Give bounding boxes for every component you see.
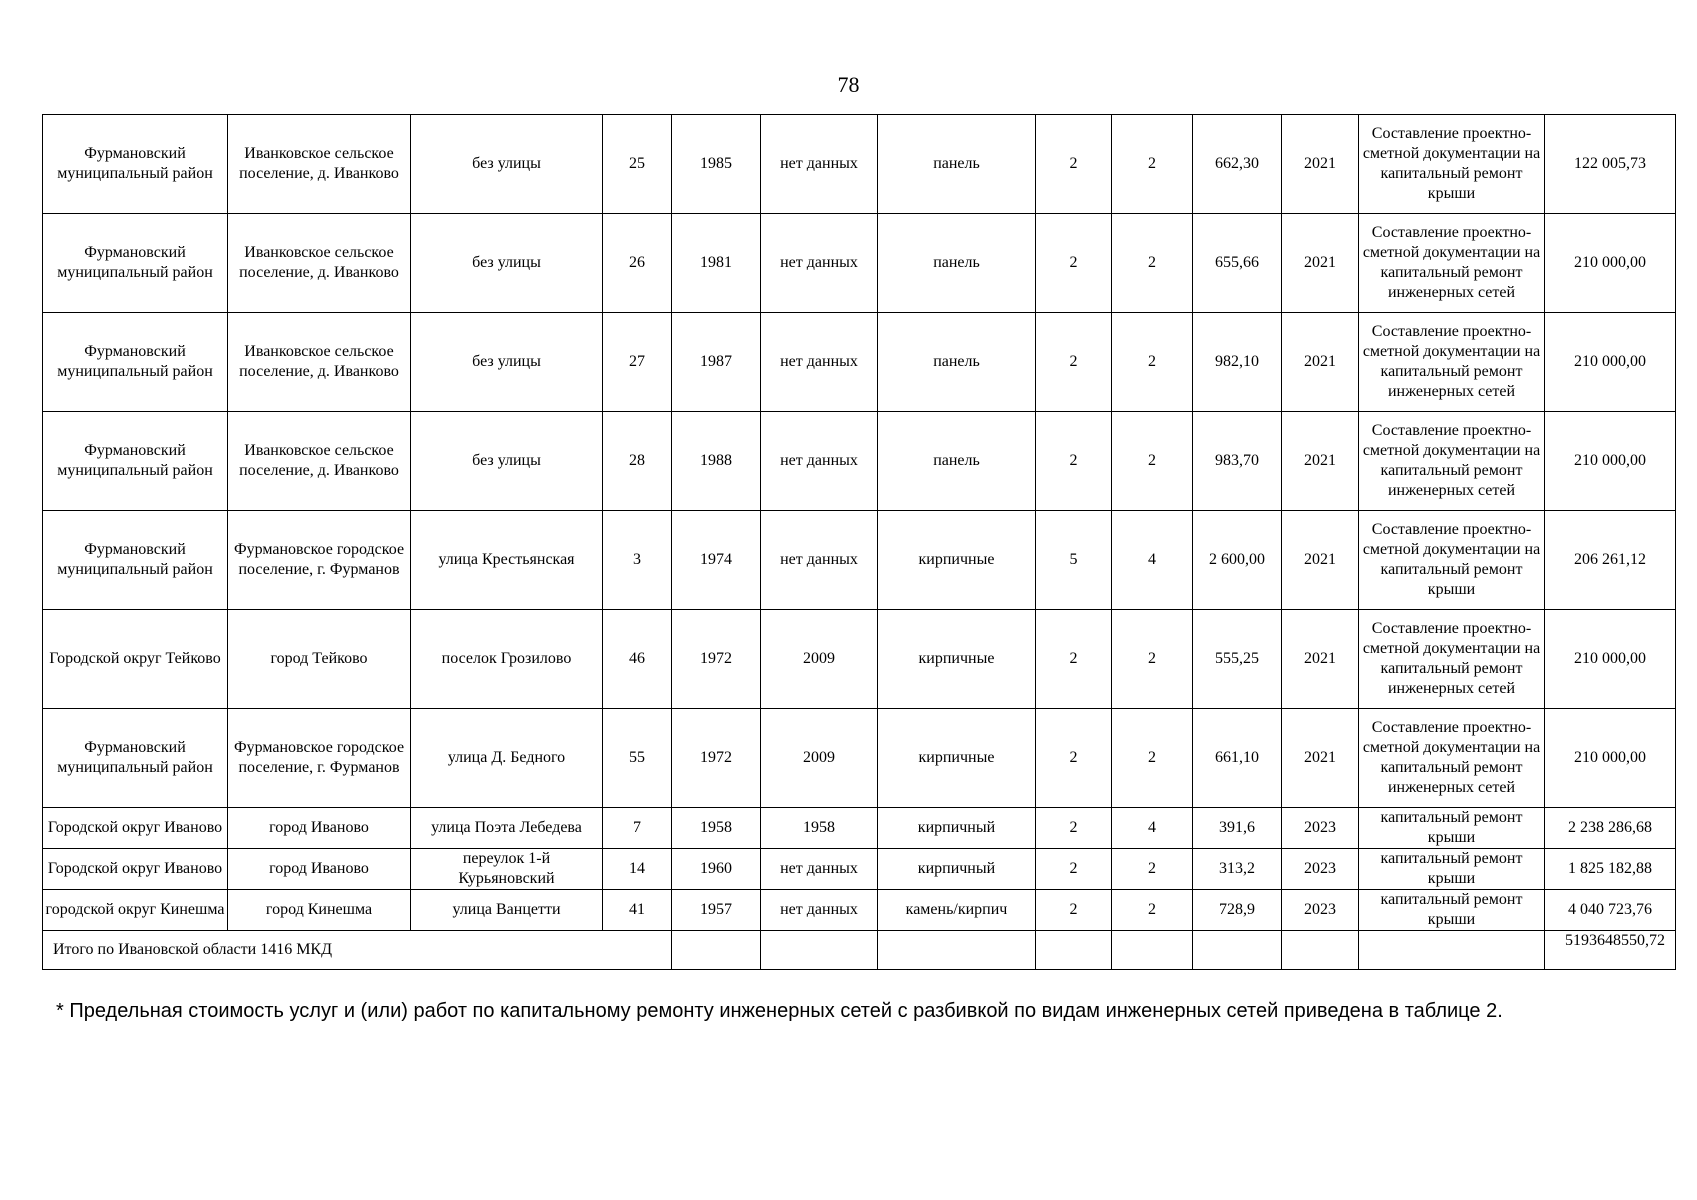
table-row (43, 412, 1676, 511)
cell-street: улица Ванцетти (411, 890, 603, 931)
cell-street: без улицы (411, 412, 603, 511)
cell-wall-material: кирпичные (878, 610, 1036, 709)
cell-settlement: Иванковское сельское поселение, д. Иванково (228, 115, 411, 214)
cell-work-type: Составление проектно-сметной документации на капитальный ремонт инженерных сетей (1359, 214, 1545, 313)
cell-year-repaired: 2009 (761, 709, 878, 808)
cell-work-type: Составление проектно-сметной документации на капитальный ремонт инженерных сетей (1359, 412, 1545, 511)
cell-work-type: Составление проектно-сметной документации на капитальный ремонт инженерных сетей (1359, 313, 1545, 412)
cell-floors: 2 (1036, 214, 1112, 313)
cell-cost: 4 040 723,76 (1545, 890, 1676, 931)
cell-work-type: Составление проектно-сметной документации на капитальный ремонт крыши (1359, 115, 1545, 214)
table-row (43, 808, 1676, 849)
cell-house-number: 55 (603, 709, 672, 808)
cell-house-number: 26 (603, 214, 672, 313)
cell-area: 661,10 (1193, 709, 1282, 808)
cell-cost: 210 000,00 (1545, 214, 1676, 313)
empty-cell (761, 931, 878, 970)
cell-wall-material: панель (878, 313, 1036, 412)
cell-settlement: город Иваново (228, 808, 411, 849)
cell-entrances: 4 (1112, 808, 1193, 849)
cell-settlement: Иванковское сельское поселение, д. Иванково (228, 412, 411, 511)
cell-entrances: 2 (1112, 709, 1193, 808)
total-value: 5193648550,72 (1545, 931, 1676, 970)
cell-year-repaired: нет данных (761, 890, 878, 931)
table-row (43, 709, 1676, 808)
empty-cell (672, 931, 761, 970)
total-label: Итого по Ивановской области 1416 МКД (43, 931, 672, 970)
cell-year-built: 1958 (672, 808, 761, 849)
cell-municipality: Фурмановский муниципальный район (43, 511, 228, 610)
cell-year-built: 1985 (672, 115, 761, 214)
cell-house-number: 46 (603, 610, 672, 709)
cell-year: 2021 (1282, 709, 1359, 808)
cell-year-built: 1974 (672, 511, 761, 610)
cell-wall-material: панель (878, 214, 1036, 313)
cell-year-repaired: нет данных (761, 511, 878, 610)
table-row (43, 890, 1676, 931)
cell-work-type: капитальный ремонт крыши (1359, 808, 1545, 849)
cell-area: 655,66 (1193, 214, 1282, 313)
cell-cost: 210 000,00 (1545, 313, 1676, 412)
cell-house-number: 25 (603, 115, 672, 214)
cell-settlement: город Кинешма (228, 890, 411, 931)
cell-wall-material: кирпичный (878, 808, 1036, 849)
cell-street: без улицы (411, 313, 603, 412)
cell-year: 2023 (1282, 849, 1359, 890)
cell-year: 2021 (1282, 412, 1359, 511)
cell-settlement: Фурмановское городское поселение, г. Фурманов (228, 709, 411, 808)
cell-year-built: 1960 (672, 849, 761, 890)
cell-year-built: 1957 (672, 890, 761, 931)
cell-year-built: 1981 (672, 214, 761, 313)
cell-settlement: Иванковское сельское поселение, д. Иванково (228, 214, 411, 313)
cell-wall-material: панель (878, 412, 1036, 511)
cell-cost: 206 261,12 (1545, 511, 1676, 610)
cell-municipality: Фурмановский муниципальный район (43, 313, 228, 412)
cell-street: поселок Грозилово (411, 610, 603, 709)
cell-year-repaired: нет данных (761, 115, 878, 214)
empty-cell (1036, 931, 1112, 970)
cell-cost: 210 000,00 (1545, 412, 1676, 511)
cell-floors: 2 (1036, 808, 1112, 849)
cell-entrances: 2 (1112, 849, 1193, 890)
cell-wall-material: кирпичные (878, 709, 1036, 808)
cell-house-number: 28 (603, 412, 672, 511)
cell-entrances: 2 (1112, 412, 1193, 511)
cell-house-number: 27 (603, 313, 672, 412)
cell-municipality: Городской округ Тейково (43, 610, 228, 709)
table-row (43, 115, 1676, 214)
cell-settlement: Фурмановское городское поселение, г. Фурманов (228, 511, 411, 610)
cell-wall-material: камень/кирпич (878, 890, 1036, 931)
cell-work-type: капитальный ремонт крыши (1359, 890, 1545, 931)
cell-area: 983,70 (1193, 412, 1282, 511)
cell-year-repaired: 2009 (761, 610, 878, 709)
cell-floors: 2 (1036, 115, 1112, 214)
cell-area: 391,6 (1193, 808, 1282, 849)
cell-year: 2021 (1282, 610, 1359, 709)
cell-settlement: город Иваново (228, 849, 411, 890)
cell-area: 2 600,00 (1193, 511, 1282, 610)
cell-year-repaired: 1958 (761, 808, 878, 849)
cell-settlement: Иванковское сельское поселение, д. Иванково (228, 313, 411, 412)
cell-year-repaired: нет данных (761, 214, 878, 313)
cell-work-type: Составление проектно-сметной документации на капитальный ремонт крыши (1359, 511, 1545, 610)
cell-floors: 2 (1036, 412, 1112, 511)
cell-entrances: 2 (1112, 610, 1193, 709)
cell-floors: 2 (1036, 313, 1112, 412)
cell-year: 2021 (1282, 115, 1359, 214)
cell-year: 2021 (1282, 511, 1359, 610)
cell-floors: 2 (1036, 849, 1112, 890)
cell-house-number: 41 (603, 890, 672, 931)
table-row (43, 610, 1676, 709)
cell-municipality: городской округ Кинешма (43, 890, 228, 931)
cell-municipality: Фурмановский муниципальный район (43, 709, 228, 808)
table-row (43, 313, 1676, 412)
cell-cost: 2 238 286,68 (1545, 808, 1676, 849)
cell-street: переулок 1-й Курьяновский (411, 849, 603, 890)
cell-cost: 210 000,00 (1545, 610, 1676, 709)
cell-year-repaired: нет данных (761, 849, 878, 890)
cell-street: улица Д. Бедного (411, 709, 603, 808)
cell-year-built: 1987 (672, 313, 761, 412)
cell-year-built: 1988 (672, 412, 761, 511)
cell-area: 555,25 (1193, 610, 1282, 709)
cell-year: 2021 (1282, 313, 1359, 412)
cell-year-repaired: нет данных (761, 313, 878, 412)
cell-entrances: 4 (1112, 511, 1193, 610)
cell-wall-material: кирпичный (878, 849, 1036, 890)
cell-municipality: Фурмановский муниципальный район (43, 412, 228, 511)
cell-year-built: 1972 (672, 610, 761, 709)
cell-house-number: 3 (603, 511, 672, 610)
cell-year: 2023 (1282, 808, 1359, 849)
cell-entrances: 2 (1112, 890, 1193, 931)
cell-area: 662,30 (1193, 115, 1282, 214)
empty-cell (1359, 931, 1545, 970)
cell-floors: 2 (1036, 610, 1112, 709)
empty-cell (878, 931, 1036, 970)
cell-year: 2023 (1282, 890, 1359, 931)
cell-entrances: 2 (1112, 115, 1193, 214)
cell-street: без улицы (411, 214, 603, 313)
cell-wall-material: панель (878, 115, 1036, 214)
cell-work-type: капитальный ремонт крыши (1359, 849, 1545, 890)
page-number: 78 (837, 72, 860, 97)
cell-work-type: Составление проектно-сметной документации на капитальный ремонт инженерных сетей (1359, 709, 1545, 808)
table-row (43, 849, 1676, 890)
cell-house-number: 14 (603, 849, 672, 890)
cell-floors: 5 (1036, 511, 1112, 610)
total-row (43, 931, 1676, 970)
cell-wall-material: кирпичные (878, 511, 1036, 610)
cell-floors: 2 (1036, 890, 1112, 931)
cell-street: улица Крестьянская (411, 511, 603, 610)
cell-municipality: Фурмановский муниципальный район (43, 214, 228, 313)
cell-area: 728,9 (1193, 890, 1282, 931)
cell-municipality: Городской округ Иваново (43, 849, 228, 890)
cell-municipality: Фурмановский муниципальный район (43, 115, 228, 214)
cell-settlement: город Тейково (228, 610, 411, 709)
cell-municipality: Городской округ Иваново (43, 808, 228, 849)
cell-cost: 1 825 182,88 (1545, 849, 1676, 890)
cell-year-built: 1972 (672, 709, 761, 808)
footnote: * Предельная стоимость услуг и (или) работ по капитальному ремонту инженерных сетей с разбивкой по видам инженерных сетей приведена в таблице 2. (56, 1000, 1503, 1022)
cell-street: улица Поэта Лебедева (411, 808, 603, 849)
cell-area: 982,10 (1193, 313, 1282, 412)
empty-cell (1112, 931, 1193, 970)
table-row (43, 214, 1676, 313)
table-row (43, 511, 1676, 610)
cell-cost: 210 000,00 (1545, 709, 1676, 808)
empty-cell (1193, 931, 1282, 970)
cell-street: без улицы (411, 115, 603, 214)
cell-year: 2021 (1282, 214, 1359, 313)
cell-floors: 2 (1036, 709, 1112, 808)
cell-house-number: 7 (603, 808, 672, 849)
cell-entrances: 2 (1112, 214, 1193, 313)
repair-table (42, 114, 1676, 970)
cell-entrances: 2 (1112, 313, 1193, 412)
cell-year-repaired: нет данных (761, 412, 878, 511)
empty-cell (1282, 931, 1359, 970)
cell-work-type: Составление проектно-сметной документации на капитальный ремонт инженерных сетей (1359, 610, 1545, 709)
cell-area: 313,2 (1193, 849, 1282, 890)
cell-cost: 122 005,73 (1545, 115, 1676, 214)
